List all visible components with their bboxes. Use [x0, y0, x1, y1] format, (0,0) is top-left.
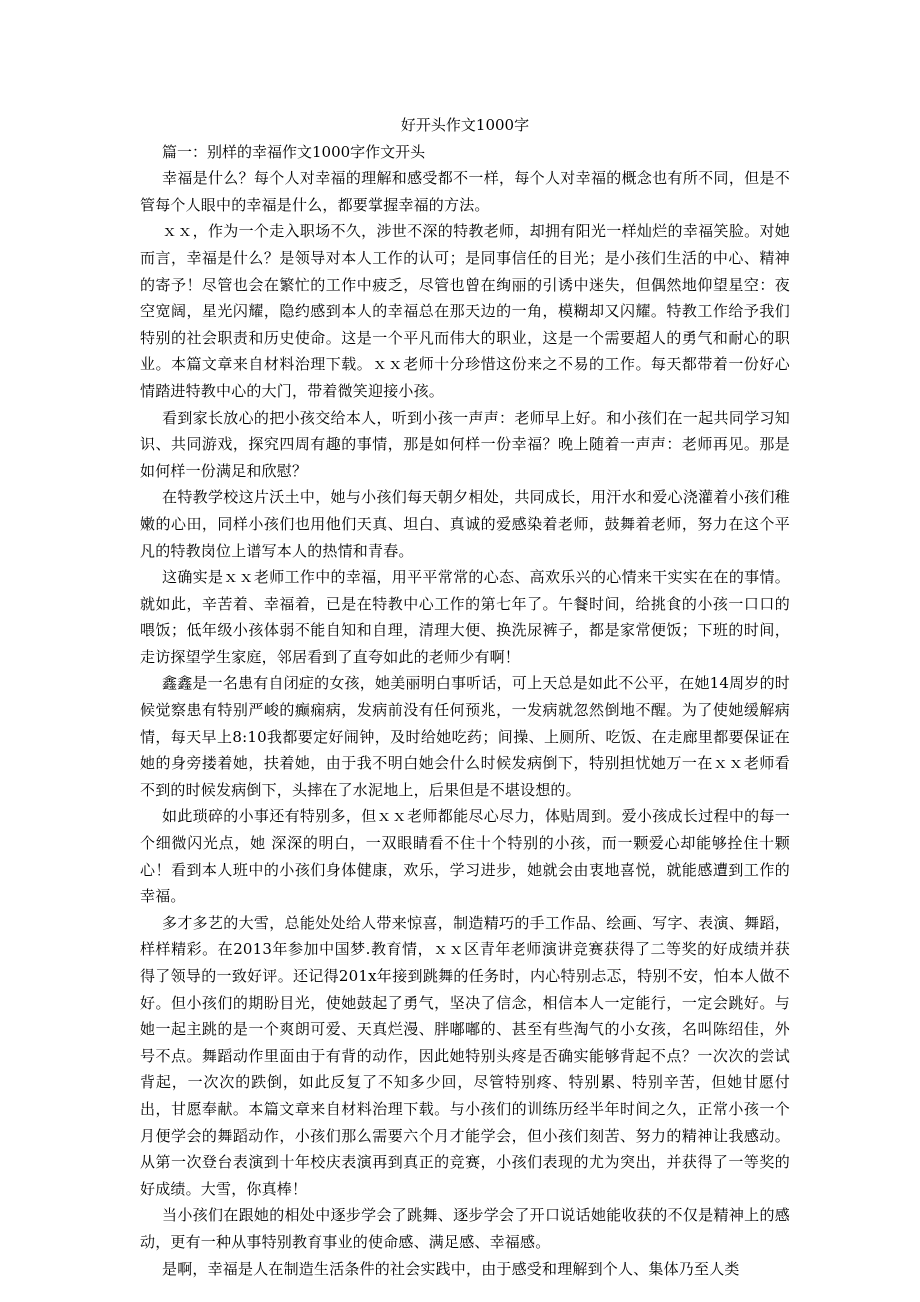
paragraph: 看到家长放心的把小孩交给本人，听到小孩一声声：老师早上好。和小孩们在一起共同学习知识、共同游戏，探究四周有趣的事情，那是如何样一份幸福？晚上随着一声声：老师再见。那是如何样一份满足和欣慰？ — [140, 408, 790, 480]
paragraph: 多才多艺的大雪，总能处处给人带来惊喜，制造精巧的手工作品、绘画、写字、表演、舞蹈，样样精彩。在2013年参加中国梦.教育情，ｘｘ区青年老师演讲竞赛获得了二等奖的好成绩并获得了领导的一致好评。还记得201x年接到跳舞的任务时，内心特别忐忑，特别不安，怕本人做不好。但小孩们的期盼目光，使她鼓起了勇气，坚决了信念，相信本人一定能行，一定会跳好。与她一起主跳的是一个爽朗可爱、天真烂漫、胖嘟嘟的、甚至有些淘气的小女孩，名叫陈绍佳，外号不点。舞蹈动作里面由于有背的动作，因此她特别头疼是否确实能够背起不点？一次次的尝试背起，一次次的跌倒，如此反复了不知多少回，尽管特别疼、特别累、特别辛苦，但她甘愿付出，甘愿奉献。本篇文章来自材料治理下载。与小孩们的训练历经半年时间之久，正常小孩一个月便学会的舞蹈动作，小孩们那么需要六个月才能学会，但小孩们刻苦、努力的精神让我感动。从第一次登台表演到十年校庆表演再到真正的竞赛，小孩们表现的尤为突出，并获得了一等奖的好成绩。大雪，你真棒！ — [140, 913, 790, 1198]
paragraph: 当小孩们在跟她的相处中逐步学会了跳舞、逐步学会了开口说话她能收获的不仅是精神上的感动，更有一种从事特别教育事业的使命感、满足感、幸福感。 — [140, 1206, 790, 1251]
paragraph: ｘｘ，作为一个走入职场不久，涉世不深的特教老师，却拥有阳光一样灿烂的幸福笑脸。对她而言，幸福是什么？是领导对本人工作的认可；是同事信任的目光；是小孩们生活的中心、精神的寄予！尽管也会在繁忙的工作中疲乏，尽管也曾在绚丽的引诱中迷失，但偶然地仰望星空：夜空宽阔，星光闪耀，隐约感到本人的幸福总在那天边的一角，模糊却又闪耀。特教工作给予我们特别的社会职责和历史使命。这是一个平凡而伟大的职业，这是一个需要超人的勇气和耐心的职业。本篇文章来自材料治理下载。ｘｘ老师十分珍惜这份来之不易的工作。每天都带着一份好心情踏进特教中心的大门，带着微笑迎接小孩。 — [140, 222, 790, 400]
document-title: 好开头作文1000字 — [400, 116, 530, 134]
paragraph: 鑫鑫是一名患有自闭症的女孩，她美丽明白事听话，可上天总是如此不公平，在她14周岁的时候觉察患有特别严峻的癫痫病，发病前没有任何预兆，一发病就忽然倒地不醒。为了使她缓解病情，每天早上8:10我都要定好闹钟，及时给她吃药；间操、上厕所、吃饭、在走廊里都要保证在她的身旁搂着她，扶着她，由于我不明白她会什么时候发病倒下，特别担忧她万一在ｘｘ老师看不到的时候发病倒下，头摔在了水泥地上，后果但是不堪设想的。 — [140, 674, 790, 799]
paragraph: 这确实是ｘｘ老师工作中的幸福，用平平常常的心态、高欢乐兴的心情来干实实在在的事情。就如此，辛苦着、幸福着，已是在特教中心工作的第七年了。午餐时间，给挑食的小孩一口口的喂饭；低年级小孩体弱不能自知和自理，清理大便、换洗尿裤子，都是家常便饭；下班的时间，走访探望学生家庭，邻居看到了直夸如此的老师少有啊！ — [140, 568, 790, 666]
section-heading: 篇一：别样的幸福作文1000字作文开头 — [162, 142, 426, 161]
document-page — [140, 112, 790, 1282]
paragraph: 在特教学校这片沃土中，她与小孩们每天朝夕相处，共同成长，用汗水和爱心浇灌着小孩们稚嫩的心田，同样小孩们也用他们天真、坦白、真诚的爱感染着老师，鼓舞着老师，努力在这个平凡的特教岗位上谱写本人的热情和青春。 — [140, 488, 790, 560]
paragraph: 幸福是什么？每个人对幸福的理解和感受都不一样，每个人对幸福的概念也有所不同，但是不管每个人眼中的幸福是什么，都要掌握幸福的方法。 — [140, 169, 790, 214]
paragraph: 是啊，幸福是人在制造生活条件的社会实践中，由于感受和理解到个人、集体乃至人类 — [162, 1259, 740, 1278]
paragraph: 如此琐碎的小事还有特别多，但ｘｘ老师都能尽心尽力，体贴周到。爱小孩成长过程中的每一个细微闪光点，她 深深的明白，一双眼睛看不住十个特别的小孩，而一颗爱心却能够拴住十颗心！看到本人班中的小孩们身体健康，欢乐，学习进步，她就会由衷地喜悦，就能感遭到工作的幸福。 — [140, 807, 790, 906]
